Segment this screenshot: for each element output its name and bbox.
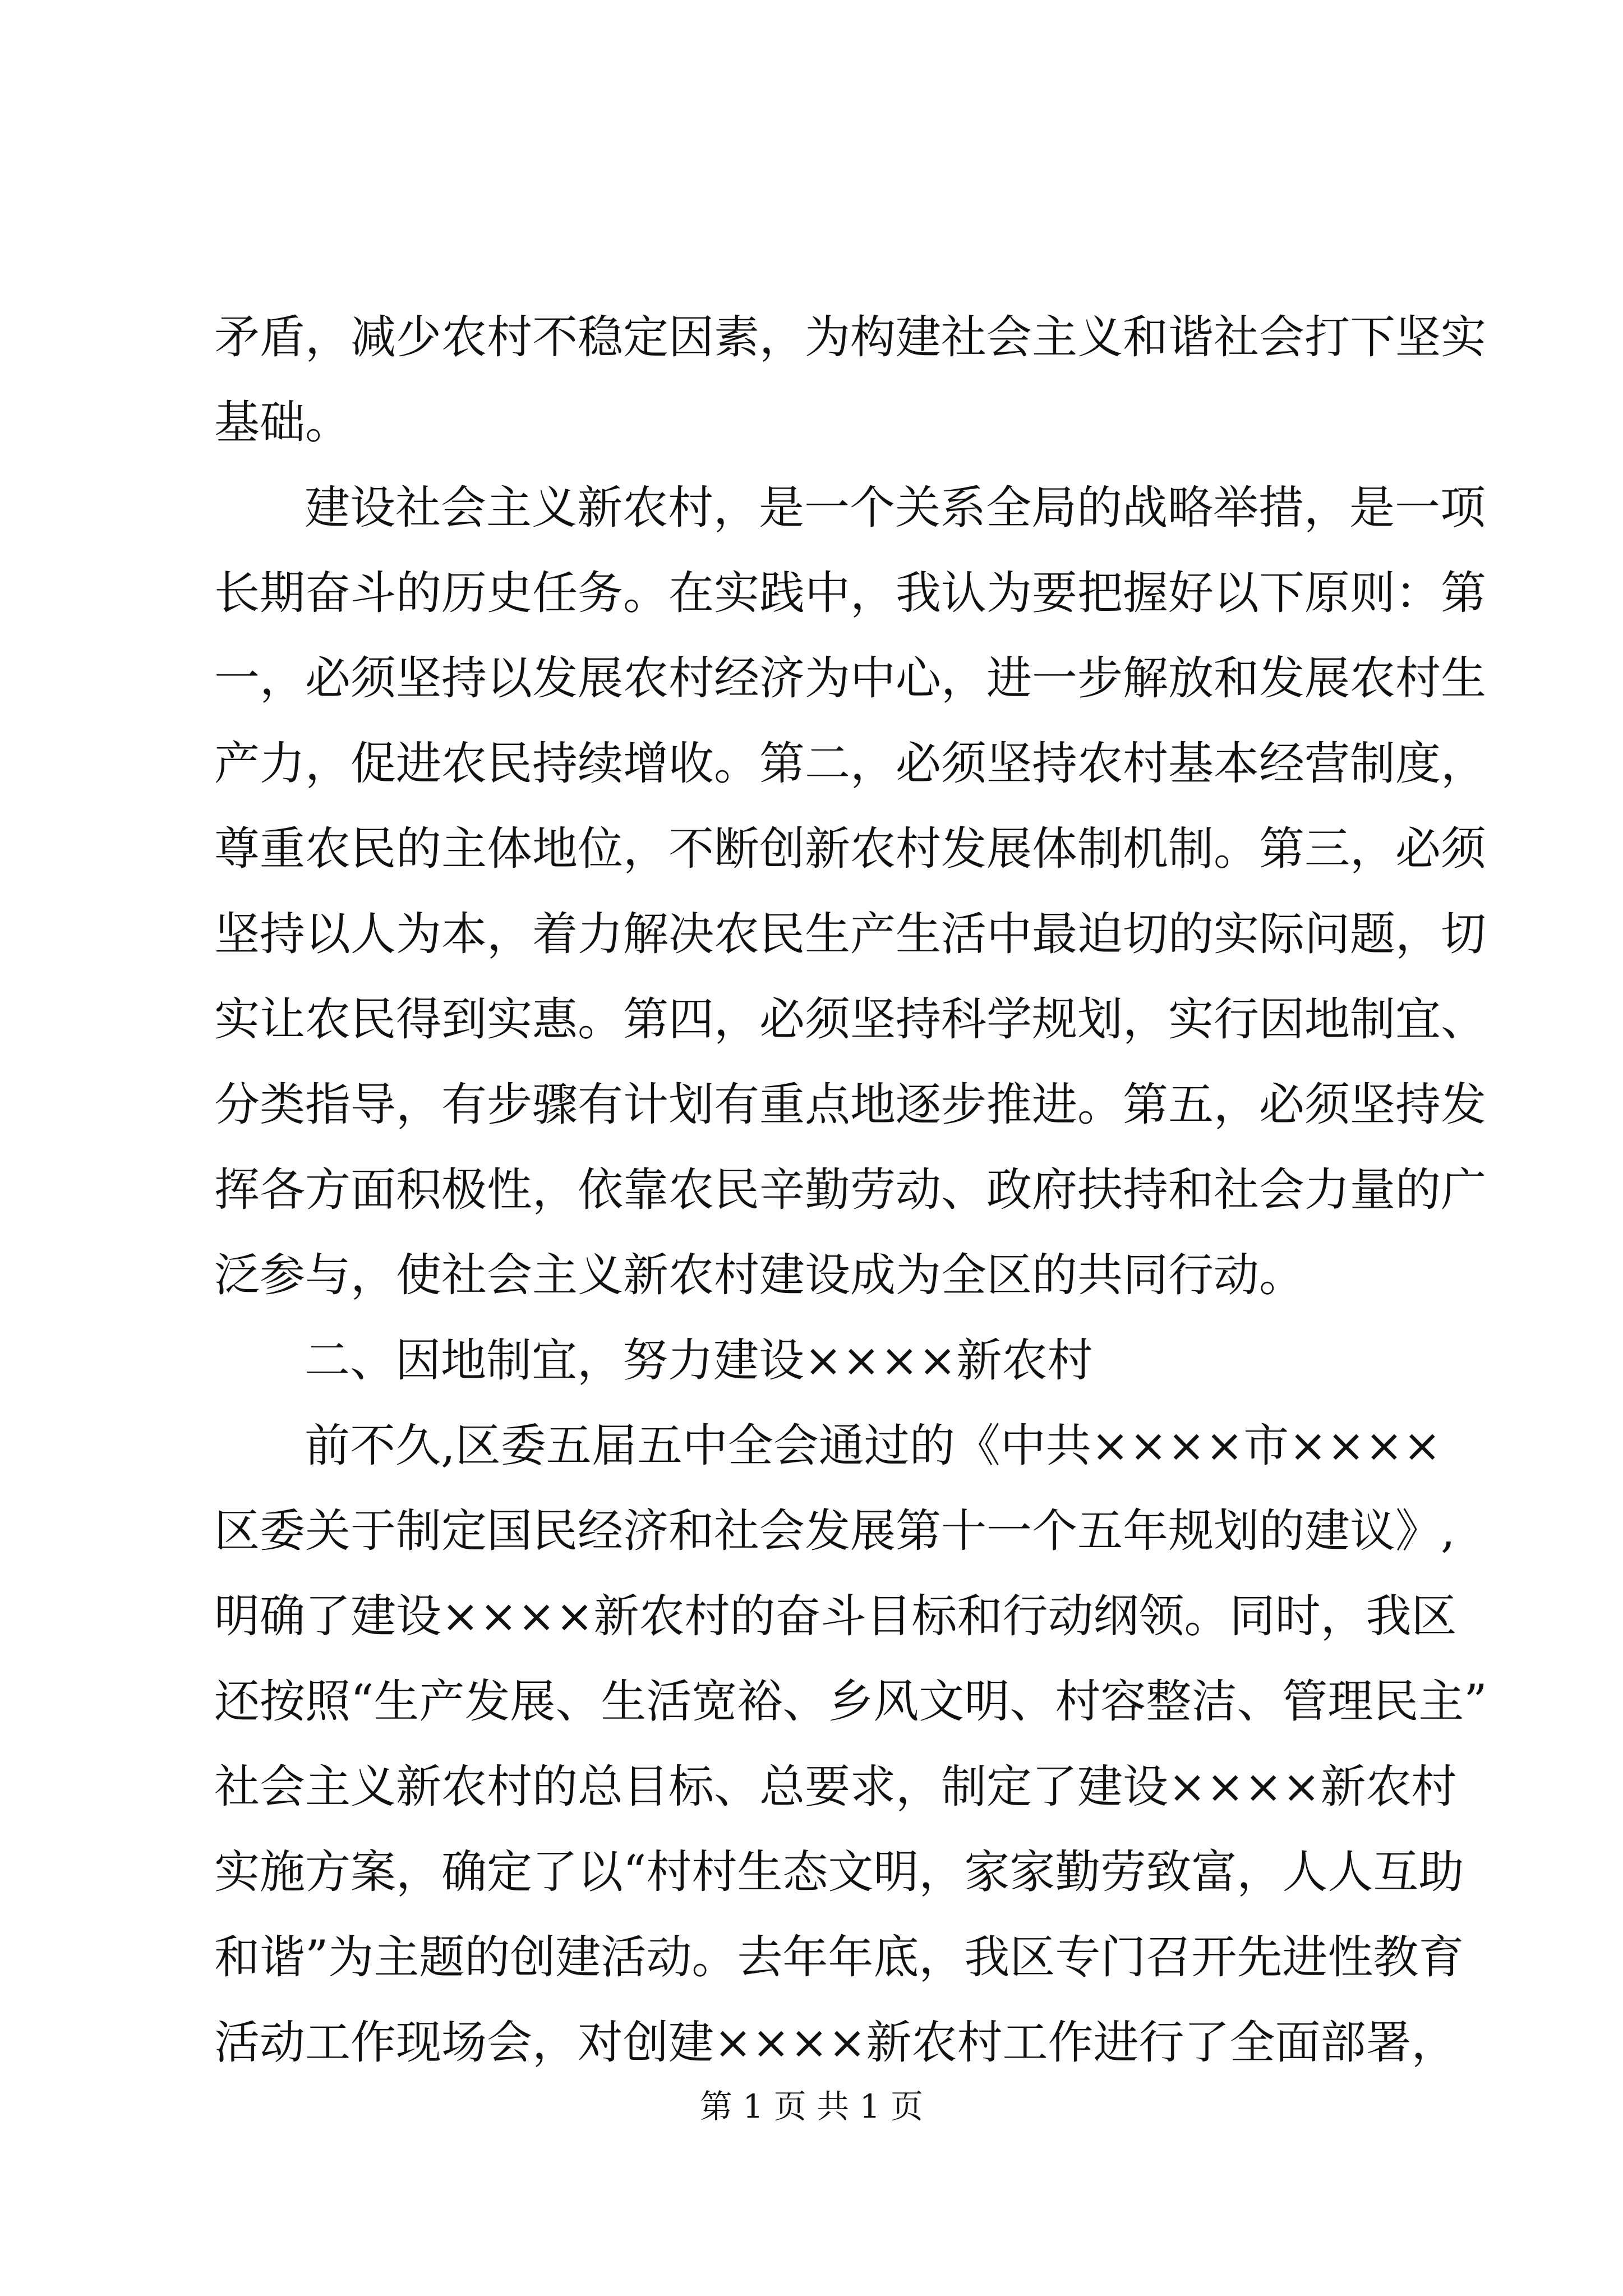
text-line: 挥各方面积极性，依靠农民辛勤劳动、政府扶持和社会力量的广 xyxy=(214,1164,1487,1217)
text-line: 建设社会主义新农村，是一个关系全局的战略举措，是一项 xyxy=(305,482,1486,535)
text-line: 前不久,区委五届五中全会通过的《中共××××市×××× xyxy=(305,1420,1441,1473)
text-line: 社会主义新农村的总目标、总要求，制定了建设××××新农村 xyxy=(214,1761,1457,1814)
text-line: 区委关于制定国民经济和社会发展第十一个五年规划的建议》, xyxy=(214,1505,1455,1558)
text-line: 分类指导，有步骤有计划有重点地逐步推进。第五，必须坚持发 xyxy=(214,1079,1487,1131)
text-line: 明确了建设××××新农村的奋斗目标和行动纲领。同时，我区 xyxy=(214,1590,1457,1643)
text-line: 活动工作现场会，对创建××××新农村工作进行了全面部署， xyxy=(214,2017,1457,2069)
text-line: 还按照“生产发展、生活宽裕、乡风文明、村容整洁、管理民主” xyxy=(214,1676,1487,1728)
section-heading: 二、因地制宜，努力建设××××新农村 xyxy=(305,1335,1093,1387)
text-line: 坚持以人为本，着力解决农民生产生活中最迫切的实际问题，切 xyxy=(214,908,1487,961)
text-line: 长期奋斗的历史任务。在实践中，我认为要把握好以下原则：第 xyxy=(214,567,1487,620)
text-line: 基础。 xyxy=(214,397,351,449)
text-line: 实施方案，确定了以“村村生态文明，家家勤劳致富，人人互助 xyxy=(214,1846,1464,1899)
text-line: 尊重农民的主体地位，不断创新农村发展体制机制。第三，必须 xyxy=(214,823,1487,876)
text-line: 一，必须坚持以发展农村经济为中心，进一步解放和发展农村生 xyxy=(214,652,1487,705)
text-line: 实让农民得到实惠。第四，必须坚持科学规划，实行因地制宜、 xyxy=(214,993,1487,1046)
text-line: 和谐”为主题的创建活动。去年年底，我区专门召开先进性教育 xyxy=(214,1931,1464,1984)
text-line: 泛参与，使社会主义新农村建设成为全区的共同行动。 xyxy=(214,1249,1305,1302)
text-line: 产力，促进农民持续增收。第二，必须坚持农村基本经营制度， xyxy=(214,738,1487,790)
page-number-footer: 第 1 页 共 1 页 xyxy=(700,2087,923,2125)
text-line: 矛盾，减少农村不稳定因素，为构建社会主义和谐社会打下坚实 xyxy=(214,311,1487,364)
